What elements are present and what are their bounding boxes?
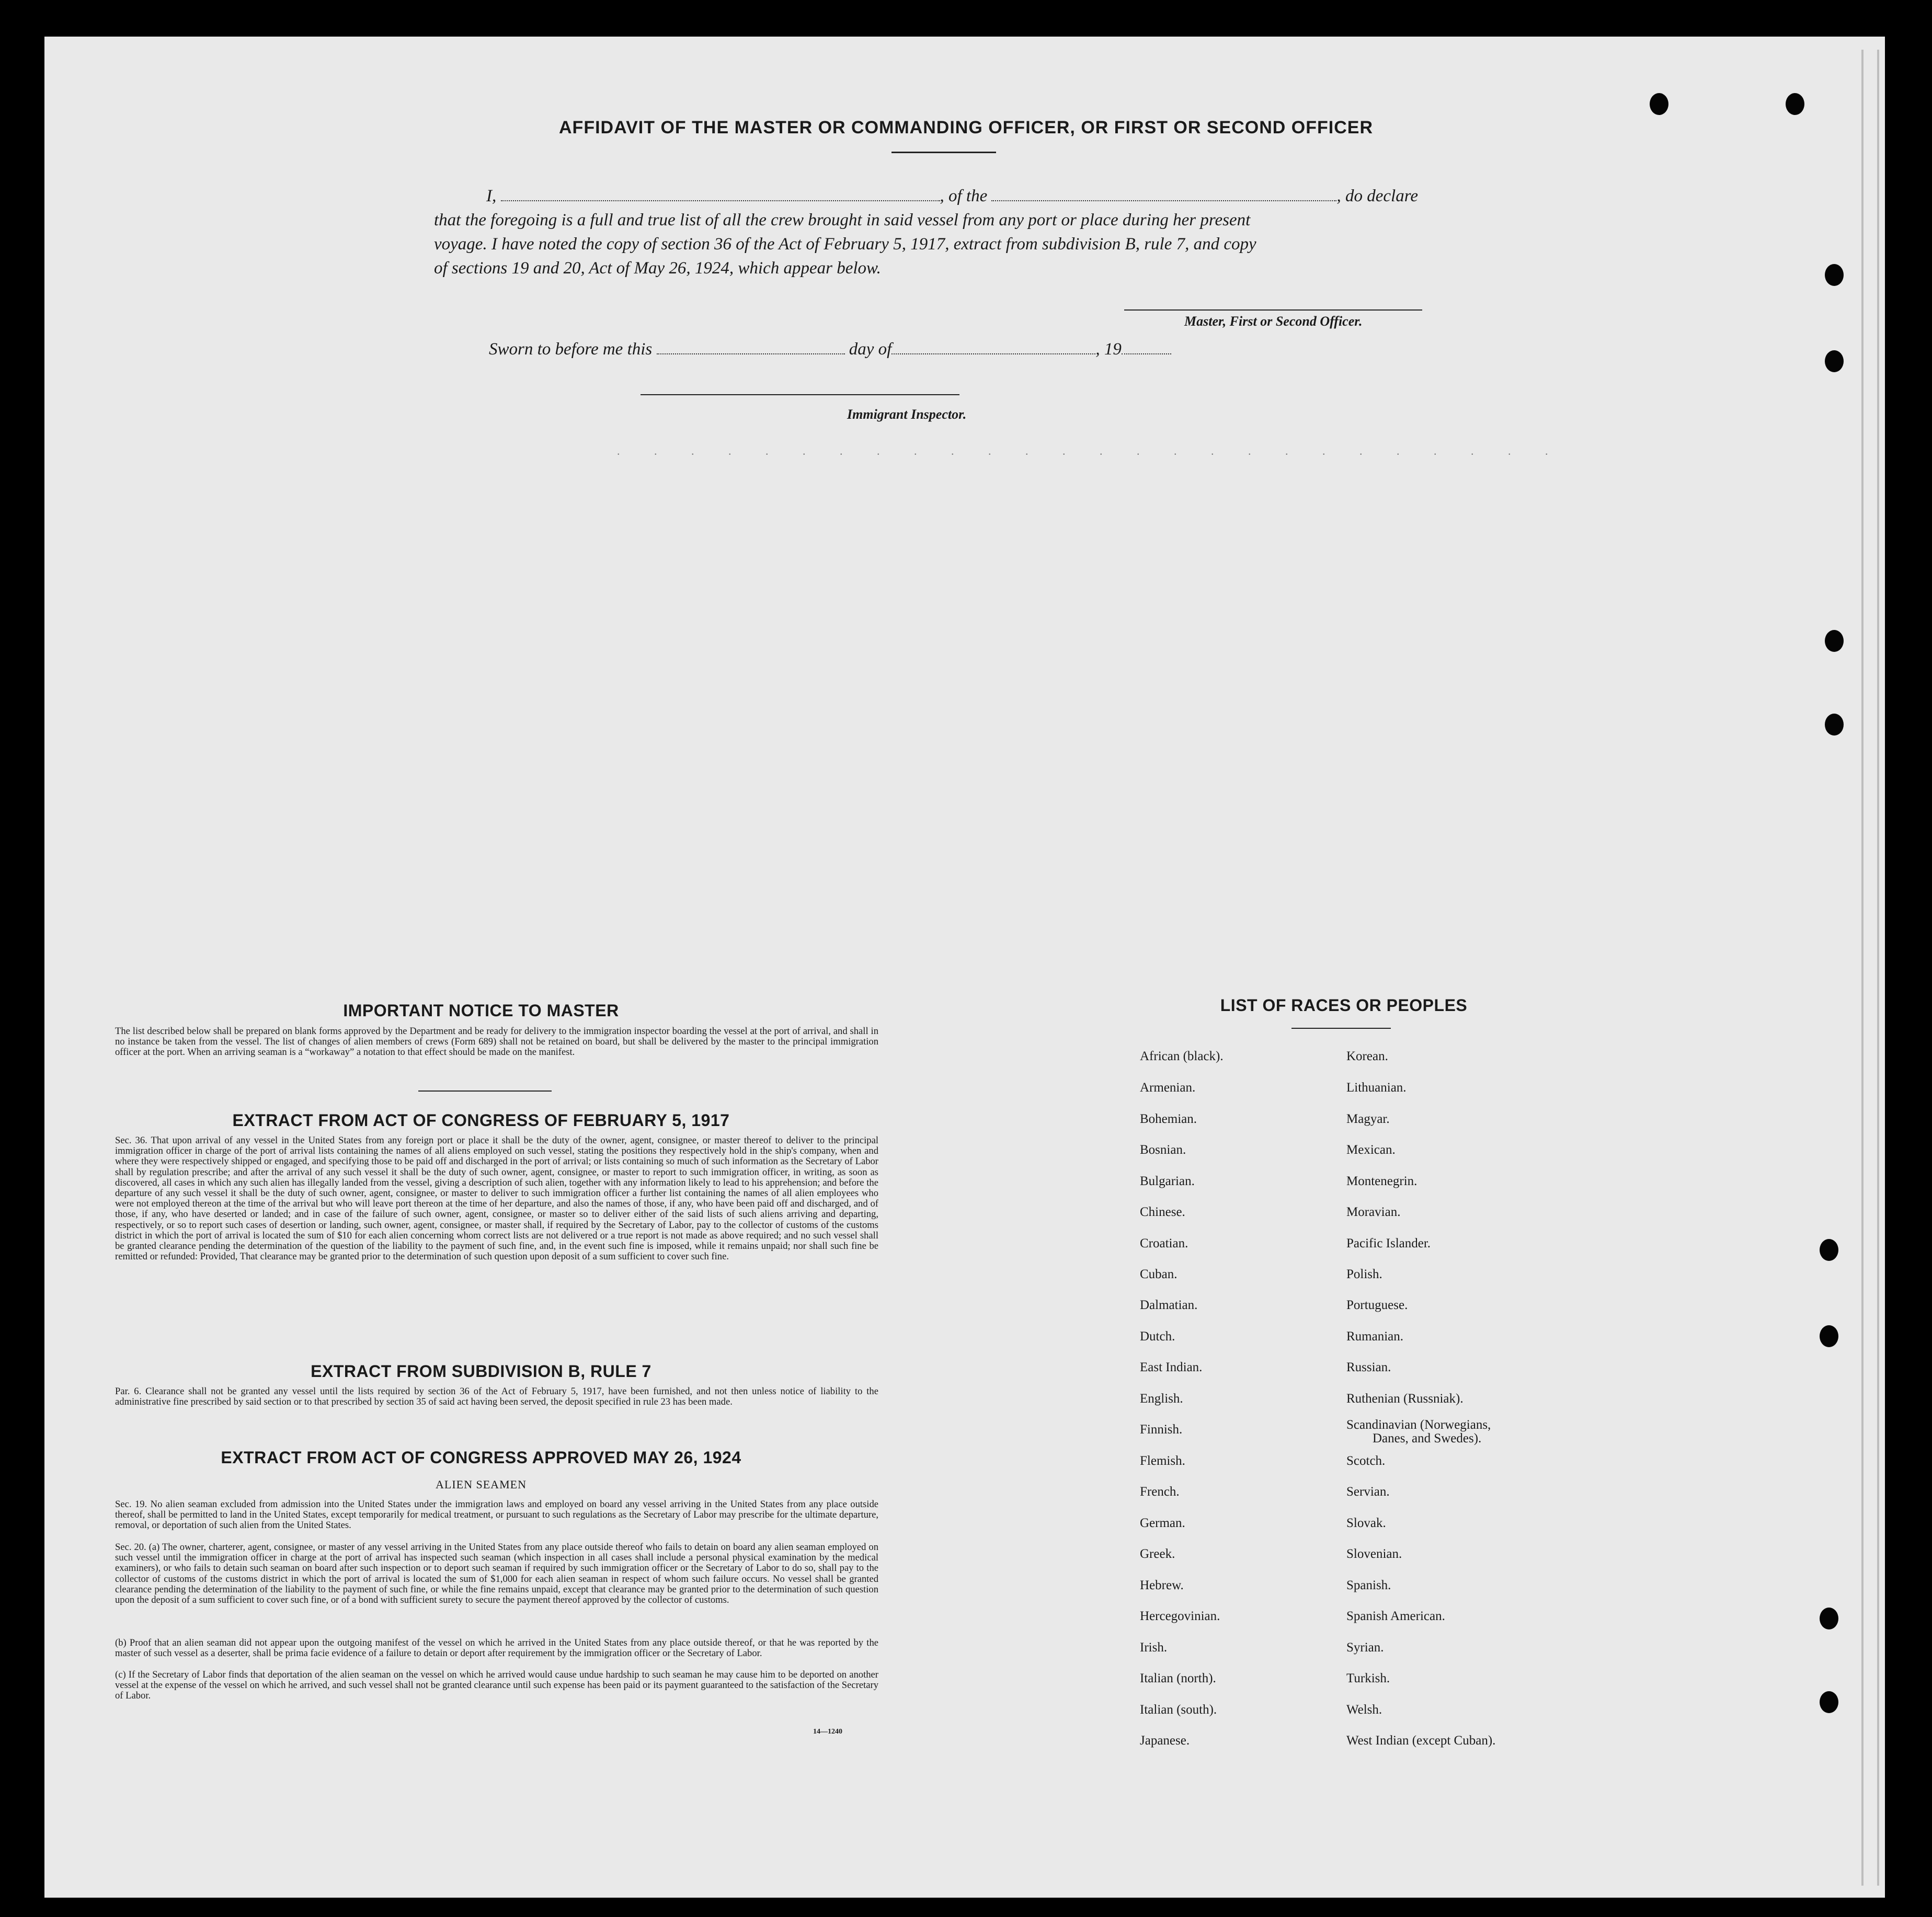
notice-title: IMPORTANT NOTICE TO MASTER xyxy=(343,1001,619,1020)
title-rule xyxy=(891,152,996,153)
section-divider xyxy=(418,1090,552,1092)
alien-seamen-subtitle: ALIEN SEAMEN xyxy=(436,1478,527,1491)
master-signature-label: Master, First or Second Officer. xyxy=(1184,314,1363,329)
race-item: Chinese. xyxy=(1140,1205,1185,1219)
race-item: Turkish. xyxy=(1346,1671,1390,1685)
sworn-month-field[interactable] xyxy=(891,340,1095,354)
race-item: Croatian. xyxy=(1140,1236,1188,1250)
race-item: Servian. xyxy=(1346,1485,1390,1499)
race-item: Rumanian. xyxy=(1346,1329,1404,1344)
race-item: Syrian. xyxy=(1346,1640,1384,1655)
extract-1917-body: Sec. 36. That upon arrival of any vessel in the United States from any foreign port or place it shall be the duty of the owner, agent, consignee, or master thereof to deliver to the principal immigration officer in charge of the port of arrival lists containing the names of all aliens employed on such vessel, stating the positions they respectively hold in the ship's company, when and where they were respectively shipped or engaged, and specifying those to be paid off and discharged in the port of arrival; or lists containing so much of such information as the Secretary of Labor shall by regulation prescribe; and after the arrival of any such vessel it shall be the duty of such owner, agent, consignee, or master to report to such immigration officer, in writing, as soon as discovered, all cases in which any such alien has illegally landed from the vessel, giving a description of such alien, together with any information likely to lead to his apprehension; and before the departure of any such vessel it shall be the duty of such owner, agent, consignee, or master to deliver to such immigration officer a further list containing the names of all alien employees who were not employed thereon at the time of the arrival but who will leave port thereon at the time of her departure, and also the names of those, if any, who have been paid off and discharged, and of those, if any, who have deserted or landed; and in case of the failure of such owner, agent, consignee, or master so to deliver either of the said lists of such aliens arriving and departing, respectively, or so to report such cases of desertion or landing, such owner, agent, consignee, or master shall, if required by the Secretary of Labor, pay to the collector of customs of the customs district in which the port of arrival is located the sum of $10 for each alien concerning whom correct lists are not delivered or a true report is not made as above required; and no such vessel shall be granted clearance pending the determination of the question of the liability to the payment of such fine, and, in the event such fine is imposed, while it remains unpaid; nor shall such fine be remitted or refunded: Provided, That clearance may be granted prior to the determination of such question upon deposit of a sum sufficient to cover such fine. xyxy=(115,1135,878,1262)
sworn-day-field[interactable] xyxy=(657,340,845,354)
sec-19-text: Sec. 19. No alien seaman excluded from admission into the United States under the immigration laws and employed on board any vessel arriving in the United States from any place outside thereof, shall be permitted to land in the United States, except temporarily for medical treatment, or pursuant to such regulations as the Secretary of Labor may prescribe for the ultimate departure, removal, or deportation of such alien from the United States. xyxy=(115,1499,878,1531)
race-item: Montenegrin. xyxy=(1346,1174,1417,1188)
race-item: Portuguese. xyxy=(1346,1298,1408,1312)
binder-hole xyxy=(1825,350,1844,372)
affidavit-line-1 xyxy=(434,184,1456,208)
document-sheet xyxy=(44,37,1885,1898)
sworn-year-field[interactable] xyxy=(1122,340,1171,354)
affidavit-line-4: of sections 19 and 20, Act of May 26, 1924, which appear below. xyxy=(434,259,881,278)
inspector-signature-line[interactable] xyxy=(641,394,959,395)
race-item: Mexican. xyxy=(1346,1143,1396,1157)
race-item: Bosnian. xyxy=(1140,1143,1186,1157)
race-item: Russian. xyxy=(1346,1360,1391,1374)
race-item: African (black). xyxy=(1140,1049,1224,1063)
race-item: Irish. xyxy=(1140,1640,1168,1655)
race-item: Lithuanian. xyxy=(1346,1081,1407,1095)
extract-1917-title: EXTRACT FROM ACT OF CONGRESS OF FEBRUARY 5, 1917 xyxy=(232,1111,730,1130)
affidavit-title: AFFIDAVIT OF THE MASTER OR COMMANDING OFFICER, OR FIRST OR SECOND OFFICER xyxy=(559,118,1373,137)
affidavit-i: I, xyxy=(486,187,497,205)
race-item: Flemish. xyxy=(1140,1454,1185,1468)
race-item: Welsh. xyxy=(1346,1703,1382,1717)
binder-hole xyxy=(1820,1325,1838,1347)
race-item: Spanish American. xyxy=(1346,1609,1445,1623)
binder-hole xyxy=(1786,93,1804,115)
race-item: Bulgarian. xyxy=(1140,1174,1195,1188)
race-item-continuation: Danes, and Swedes). xyxy=(1373,1431,1482,1445)
race-item: Slovak. xyxy=(1346,1516,1386,1530)
binder-hole xyxy=(1820,1691,1838,1713)
race-item: Pacific Islander. xyxy=(1346,1236,1431,1250)
affidavit-declare: , do declare xyxy=(1336,187,1418,205)
binder-hole xyxy=(1650,93,1668,115)
race-item: Italian (south). xyxy=(1140,1703,1217,1717)
notice-body: The list described below shall be prepared on blank forms approved by the Department and be ready for delivery to the immigration inspector boarding the vessel at the port of arrival, and shall in no instance be taken from the vessel. The list of changes of alien members of crews (Form 689) shall not be retained on board, but shall be delivered by the master to the principal immigration officer at the port. When an arriving seaman is a “workaway” a notation to that effect should be made on the manifest. xyxy=(115,1026,878,1058)
sec-20a-text: Sec. 20. (a) The owner, charterer, agent, consignee, or master of any vessel arriving in the United States from any place outside thereof who fails to detain on board any alien seaman employed on such vessel until the immigration officer in charge at the port of arrival has inspected such seaman (which inspection in all cases shall include a personal physical examination by the medical examiners), or who fails to detain such seaman on board after such inspection or to deport such seaman if required by such immigration officer or the Secretary of Labor to do so, shall pay to the collector of customs of the customs district in which the port of arrival is located the sum of $1,000 for each alien seaman in respect of whom such failure occurs. No vessel shall be granted clearance pending the determination of the liability to the payment of such fine, or while the fine remains unpaid, except that clearance may be granted prior to the determination of such question upon the deposit of a sum sufficient to cover such fine, or of a bond with sufficient surety to secure the payment thereof approved by the collector of customs. xyxy=(115,1542,878,1606)
race-item: Japanese. xyxy=(1140,1734,1190,1748)
extract-1924-title: EXTRACT FROM ACT OF CONGRESS APPROVED MAY 26, 1924 xyxy=(221,1448,741,1467)
master-signature-line[interactable] xyxy=(1124,309,1422,311)
sworn-day-of: day of xyxy=(849,340,892,359)
race-item: Dutch. xyxy=(1140,1329,1175,1344)
binder-hole xyxy=(1820,1239,1838,1261)
rule7-body: Par. 6. Clearance shall not be granted any vessel until the lists required by section 36 of the Act of February 5, 1917, have been furnished, and not then unless notice of liability to the administrative fine prescribed by said section or to that prescribed by section 35 of said act having been served, the deposit specified in rule 23 has been made. xyxy=(115,1386,878,1408)
race-item: Spanish. xyxy=(1346,1578,1391,1592)
race-item: East Indian. xyxy=(1140,1360,1203,1374)
affidavit-line-2: that the foregoing is a full and true list of all the crew brought in said vessel from any port or place during her present xyxy=(434,211,1251,229)
form-number: 14—1240 xyxy=(813,1728,842,1736)
sec-20b-text: (b) Proof that an alien seaman did not appear upon the outgoing manifest of the vessel on which he arrived in the United States from any place outside thereof, or that he was reported by the master of such vessel as a deserter, shall be prima facie evidence of a failure to detain or deport after requirement by the immigration officer or the Secretary of Labor. xyxy=(115,1637,878,1659)
page-edge xyxy=(1877,50,1879,1886)
affidavit-of-the: , of the xyxy=(940,187,988,205)
race-item: Scandinavian (Norwegians, xyxy=(1346,1418,1491,1432)
race-item: Bohemian. xyxy=(1140,1112,1197,1126)
race-item: Cuban. xyxy=(1140,1267,1178,1281)
race-item: Ruthenian (Russniak). xyxy=(1346,1392,1464,1406)
race-item: Dalmatian. xyxy=(1140,1298,1198,1312)
page-edge xyxy=(1861,50,1864,1886)
race-item: Hercegovinian. xyxy=(1140,1609,1220,1623)
race-item: Greek. xyxy=(1140,1547,1175,1561)
race-item: Armenian. xyxy=(1140,1081,1196,1095)
sec-20c-text: (c) If the Secretary of Labor finds that deportation of the alien seaman on the vessel on which he arrived would cause undue hardship to such seaman he may cause him to be deported on another vessel at the expense of the vessel on which he arrived, and such vessel shall not be granted clearance until such expense has been paid or its payment guaranteed to the satisfaction of the Secretary of Labor. xyxy=(115,1669,878,1702)
officer-name-field[interactable] xyxy=(501,187,940,201)
binder-hole xyxy=(1825,714,1844,736)
rule7-title: EXTRACT FROM SUBDIVISION B, RULE 7 xyxy=(311,1362,651,1381)
race-item: Scotch. xyxy=(1346,1454,1386,1468)
sworn-line xyxy=(489,337,1221,361)
race-item: Polish. xyxy=(1346,1267,1382,1281)
races-title-rule xyxy=(1291,1028,1391,1029)
race-item: Hebrew. xyxy=(1140,1578,1184,1592)
race-item: French. xyxy=(1140,1485,1180,1499)
races-title: LIST OF RACES OR PEOPLES xyxy=(1220,996,1468,1015)
binder-hole xyxy=(1820,1608,1838,1629)
sworn-text: Sworn to before me this xyxy=(489,340,653,359)
bleed-through-marks: . . . . . . . . . . . . . . . . . . . . . . . . . . xyxy=(617,444,1564,457)
race-item: Moravian. xyxy=(1346,1205,1401,1219)
sworn-year-prefix: , 19 xyxy=(1095,340,1122,359)
race-item: Italian (north). xyxy=(1140,1671,1216,1685)
race-item: Slovenian. xyxy=(1346,1547,1402,1561)
race-item: English. xyxy=(1140,1392,1183,1406)
race-item: Finnish. xyxy=(1140,1422,1183,1437)
vessel-name-field[interactable] xyxy=(991,187,1336,201)
race-item: West Indian (except Cuban). xyxy=(1346,1734,1496,1748)
race-item: German. xyxy=(1140,1516,1185,1530)
race-item: Magyar. xyxy=(1346,1112,1390,1126)
binder-hole xyxy=(1825,630,1844,652)
affidavit-line-3: voyage. I have noted the copy of section 36 of the Act of February 5, 1917, extract from subdivision B, rule 7, and copy xyxy=(434,235,1256,254)
binder-hole xyxy=(1825,264,1844,286)
inspector-signature-label: Immigrant Inspector. xyxy=(847,407,967,422)
race-item: Korean. xyxy=(1346,1049,1388,1063)
